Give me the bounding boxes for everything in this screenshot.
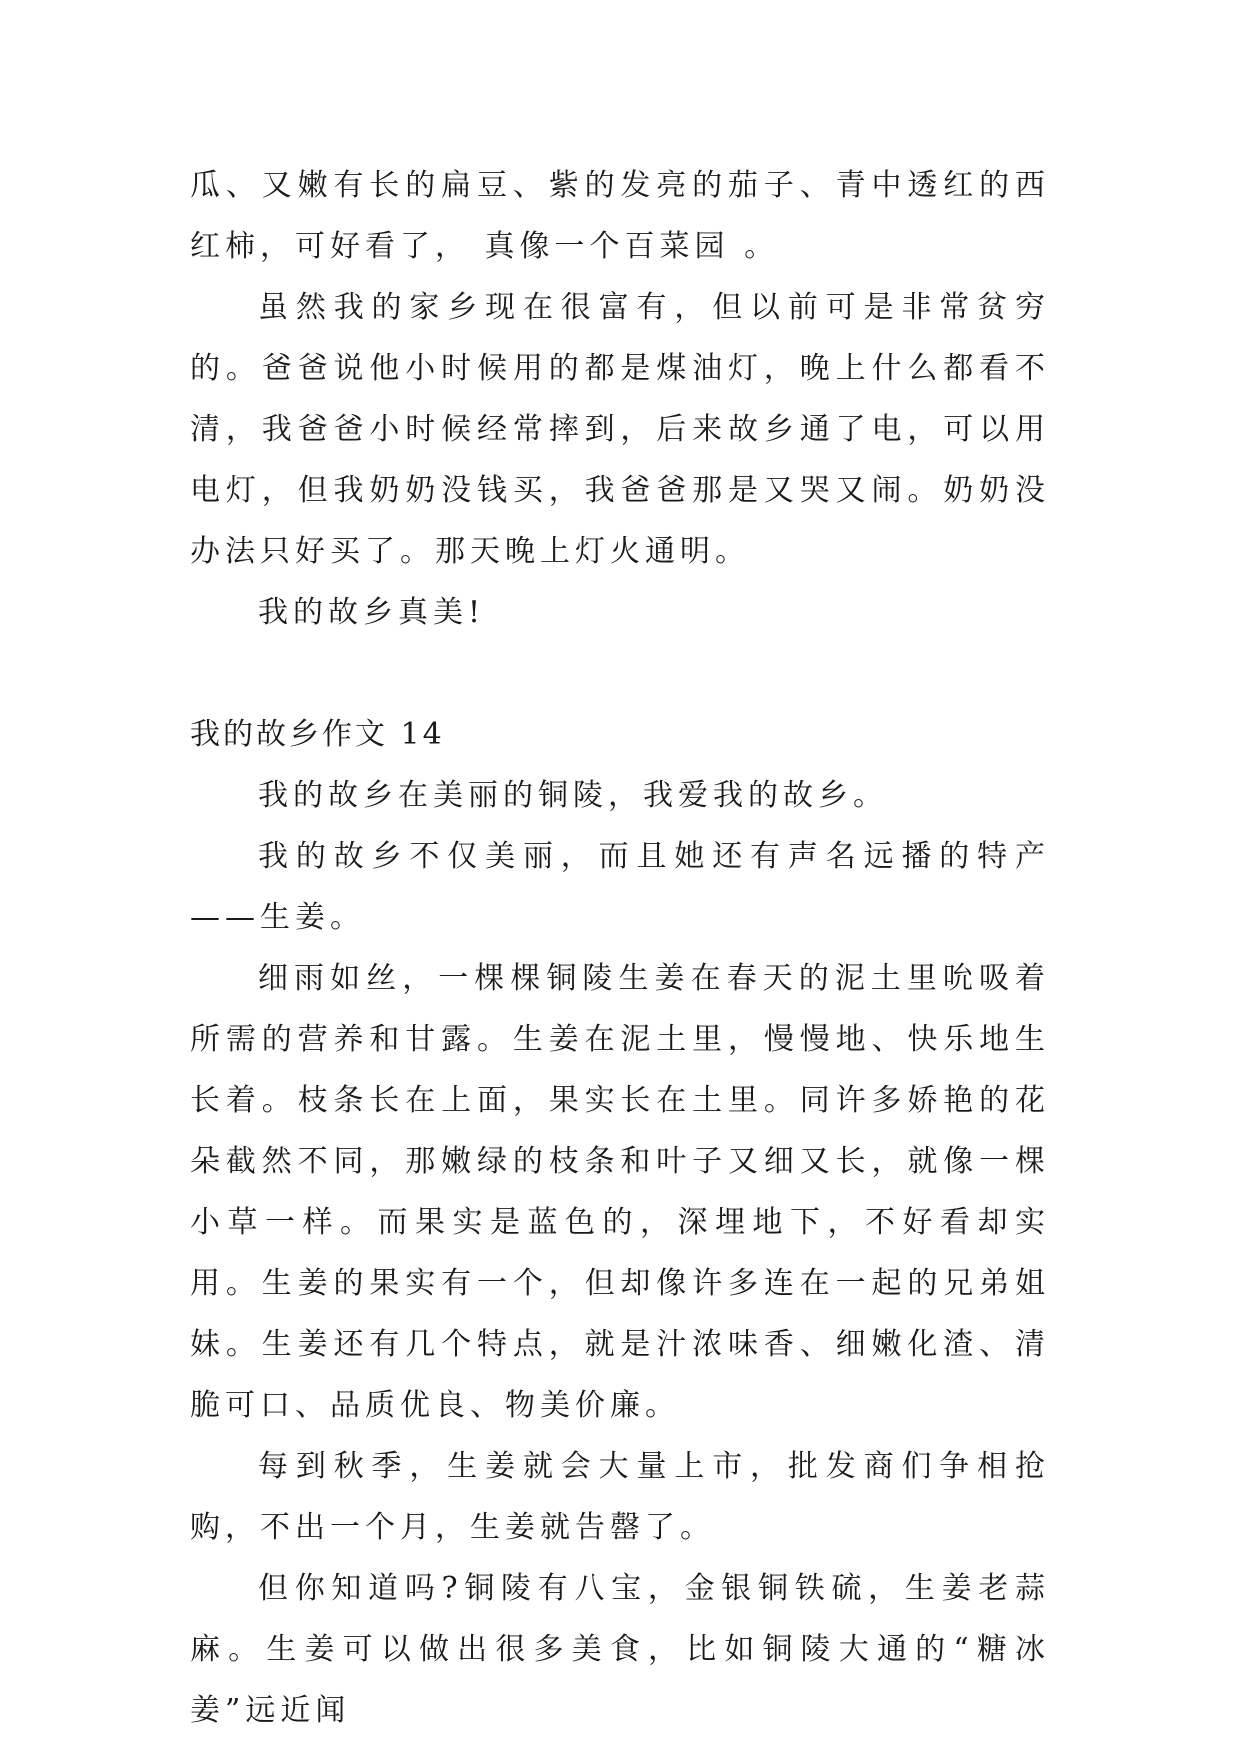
section-spacer [190,643,1050,704]
paragraph-ginger-specialty: 我的故乡不仅美丽，而且她还有声名远播的特产——生姜。 [190,839,1050,935]
paragraph-ginger-growth: 细雨如丝，一棵棵铜陵生姜在春天的泥土里吮吸着所需的营养和甘露。生姜在泥土里，慢慢地、快乐地生长着。枝条长在上面，果实长在土里。同许多娇艳的花朵截然不同，那嫩绿的枝条和叶子又细又长，就像一棵小草一样。而果实是蓝色的，深埋地下，不好看却实用。生姜的果实有一个，但却像许多连在一起的兄弟姐妹。生姜还有几个特点，就是汁浓味香、细嫩化渣、清脆可口、品质优良、物美价廉。 [190,961,1050,1423]
paragraph-tongling-intro: 我的故乡在美丽的铜陵，我爱我的故乡。 [258,778,888,813]
paragraph-eight-treasures: 但你知道吗?铜陵有八宝，金银铜铁硫，生姜老蒜麻。生姜可以做出很多美食，比如铜陵大通的“糖冰姜”远近闻 [190,1571,1050,1728]
section-title: 我的故乡作文 14 [190,717,445,752]
paragraph-vegetables-end: 瓜、又嫩有长的扁豆、紫的发亮的茄子、青中透红的西红柿，可好看了， 真像一个百菜园 。 [190,168,1050,264]
document-body [190,155,1050,1741]
paragraph-hometown-beautiful: 我的故乡真美! [258,595,486,630]
paragraph-autumn-market: 每到秋季，生姜就会大量上市，批发商们争相抢购，不出一个月，生姜就告罄了。 [190,1449,1050,1545]
paragraph-past-poverty: 虽然我的家乡现在很富有，但以前可是非常贫穷的。爸爸说他小时候用的都是煤油灯，晚上什么都看不清，我爸爸小时候经常摔到，后来故乡通了电，可以用电灯，但我奶奶没钱买，我爸爸那是又哭又闹。奶奶没办法只好买了。那天晚上灯火通明。 [190,290,1050,569]
